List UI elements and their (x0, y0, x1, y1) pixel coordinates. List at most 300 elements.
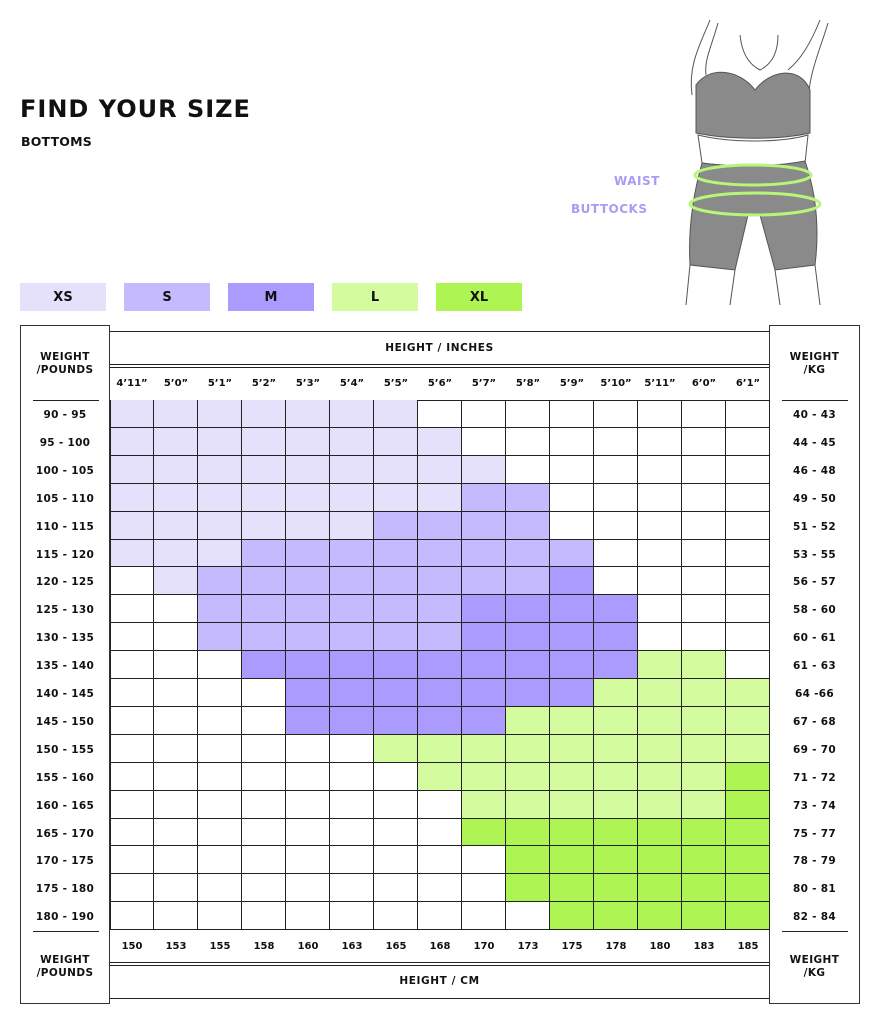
size-cell (154, 567, 198, 595)
height-cm-label: 178 (605, 941, 627, 952)
height-cm-label: 158 (253, 941, 275, 952)
height-cm-label: 153 (165, 941, 187, 952)
size-cell (726, 846, 770, 874)
weight-kg-label: 75 - 77 (793, 828, 836, 840)
size-cell (418, 567, 462, 595)
size-cell (242, 679, 286, 707)
size-cell (462, 484, 506, 512)
size-cell (506, 846, 550, 874)
size-cell (550, 846, 594, 874)
size-cell (242, 484, 286, 512)
size-cell (506, 623, 550, 651)
size-cell (550, 791, 594, 819)
height-cm-label: 170 (473, 941, 495, 952)
size-cell (242, 512, 286, 540)
size-cell (550, 707, 594, 735)
size-cell (638, 567, 682, 595)
top-band-line-1 (110, 331, 769, 332)
size-cell (330, 567, 374, 595)
size-cell (506, 707, 550, 735)
size-cell (330, 428, 374, 456)
size-cell (286, 874, 330, 902)
size-cell (506, 567, 550, 595)
size-cell (374, 512, 418, 540)
size-cell (462, 428, 506, 456)
size-cell (242, 819, 286, 846)
size-cell (682, 428, 726, 456)
legend-l (332, 283, 418, 311)
weight-kg-label: 44 - 45 (793, 437, 836, 449)
size-cell (638, 763, 682, 791)
size-cell (286, 735, 330, 763)
size-cell (506, 540, 550, 567)
size-cell (242, 428, 286, 456)
size-cell (154, 428, 198, 456)
size-cell (198, 679, 242, 707)
size-cell (638, 428, 682, 456)
size-cell (462, 819, 506, 846)
size-cell (242, 763, 286, 791)
height-inch-label: 5’6” (427, 378, 453, 389)
size-cell (594, 707, 638, 735)
size-cell (374, 679, 418, 707)
size-cell (110, 763, 154, 791)
size-cell (242, 707, 286, 735)
size-cell (682, 456, 726, 484)
size-cell (594, 400, 638, 428)
size-cell (418, 456, 462, 484)
size-cell (638, 707, 682, 735)
size-cell (242, 651, 286, 679)
size-cell (154, 540, 198, 567)
size-cell (682, 735, 726, 763)
height-inch-label: 5’1” (207, 378, 233, 389)
legend-m-label: M (264, 289, 278, 305)
size-cell (286, 400, 330, 428)
size-cell (286, 651, 330, 679)
size-cell (418, 595, 462, 623)
bottom-band-line-2 (110, 965, 769, 966)
size-cell (330, 456, 374, 484)
size-cell (286, 595, 330, 623)
size-cell (110, 595, 154, 623)
size-cell (506, 791, 550, 819)
height-inch-label: 6’1” (735, 378, 761, 389)
weight-lb-label: 155 - 160 (35, 772, 95, 784)
size-cell (418, 679, 462, 707)
size-cell (110, 428, 154, 456)
size-cell (594, 623, 638, 651)
size-cell (550, 735, 594, 763)
size-cell (110, 735, 154, 763)
size-cell (110, 540, 154, 567)
size-cell (726, 679, 770, 707)
left-weight-panel (20, 325, 110, 1004)
size-cell (330, 679, 374, 707)
size-cell (374, 623, 418, 651)
size-cell (374, 819, 418, 846)
size-cell (550, 567, 594, 595)
size-cell (374, 707, 418, 735)
right-panel-bottom-header (770, 954, 859, 980)
size-cell (330, 819, 374, 846)
size-cell (726, 735, 770, 763)
top-band-line-3 (110, 367, 769, 368)
size-cell (594, 846, 638, 874)
size-cell (682, 763, 726, 791)
size-cell (374, 400, 418, 428)
size-cell (374, 428, 418, 456)
size-cell (286, 707, 330, 735)
size-cell (198, 512, 242, 540)
size-cell (726, 623, 770, 651)
size-cell (330, 735, 374, 763)
size-cell (154, 902, 198, 930)
size-cell (682, 651, 726, 679)
weight-lb-label: 165 - 170 (35, 828, 95, 840)
weight-lb-label: 160 - 165 (35, 800, 95, 812)
weight-lb-label: 135 - 140 (35, 660, 95, 672)
size-cell (638, 484, 682, 512)
left-panel-bottom-header (21, 954, 109, 980)
size-cell (286, 484, 330, 512)
size-cell (682, 540, 726, 567)
size-cell (286, 456, 330, 484)
size-cell (198, 456, 242, 484)
size-cell (594, 819, 638, 846)
size-cell (462, 902, 506, 930)
weight-kg-label: 73 - 74 (793, 800, 836, 812)
size-cell (330, 902, 374, 930)
size-cell (462, 400, 506, 428)
size-cell (330, 540, 374, 567)
right-bottom-header-text: WEIGHT /KG (789, 954, 840, 979)
size-cell (418, 400, 462, 428)
weight-lb-label: 150 - 155 (35, 744, 95, 756)
height-cm-label: 155 (209, 941, 231, 952)
size-cell (682, 846, 726, 874)
size-cell (638, 791, 682, 819)
size-cell (418, 707, 462, 735)
weight-kg-label: 69 - 70 (793, 744, 836, 756)
weight-lb-label: 140 - 145 (35, 688, 95, 700)
weight-lb-label: 105 - 110 (35, 493, 95, 505)
height-inch-label: 5’8” (515, 378, 541, 389)
size-cell (550, 679, 594, 707)
size-cell (418, 846, 462, 874)
size-cell (638, 819, 682, 846)
size-cell (506, 763, 550, 791)
size-cell (682, 623, 726, 651)
size-cell (594, 679, 638, 707)
size-cell (638, 400, 682, 428)
size-cell (726, 567, 770, 595)
height-inch-label: 5’2” (251, 378, 277, 389)
height-inch-label: 5’7” (471, 378, 497, 389)
legend-m (228, 283, 314, 311)
size-cell (242, 567, 286, 595)
size-cell (638, 456, 682, 484)
size-cell (682, 791, 726, 819)
size-cell (462, 707, 506, 735)
size-cell (154, 400, 198, 428)
size-cell (638, 595, 682, 623)
size-cell (550, 819, 594, 846)
size-cell (418, 512, 462, 540)
size-cell (506, 400, 550, 428)
left-bottom-header-text: WEIGHT /POUNDS (36, 954, 94, 979)
size-cell (286, 846, 330, 874)
weight-lb-label: 95 - 100 (39, 437, 91, 449)
size-cell (550, 456, 594, 484)
size-cell (594, 540, 638, 567)
size-cell (550, 763, 594, 791)
size-cell (682, 595, 726, 623)
size-cell (594, 791, 638, 819)
size-cell (110, 846, 154, 874)
size-cell (198, 651, 242, 679)
height-inch-label: 5’10” (600, 378, 632, 389)
height-cm-label: 160 (297, 941, 319, 952)
size-cell (286, 428, 330, 456)
size-cell (594, 484, 638, 512)
right-panel-top-header (770, 351, 859, 377)
size-cell (418, 874, 462, 902)
size-cell (110, 456, 154, 484)
size-cell (726, 428, 770, 456)
size-cell (198, 428, 242, 456)
legend-s-label: S (162, 289, 172, 305)
height-inch-label: 5’5” (383, 378, 409, 389)
size-cell (330, 400, 374, 428)
size-cell (506, 595, 550, 623)
size-cell (550, 512, 594, 540)
size-cell (286, 902, 330, 930)
size-cell (550, 623, 594, 651)
size-cell (594, 512, 638, 540)
weight-kg-label: 40 - 43 (793, 409, 836, 421)
size-cell (462, 846, 506, 874)
size-cell (682, 512, 726, 540)
size-cell (594, 456, 638, 484)
size-cell (110, 874, 154, 902)
right-divider-bottom (782, 931, 848, 932)
size-cell (594, 874, 638, 902)
page-subtitle: BOTTOMS (21, 134, 92, 149)
size-cell (242, 791, 286, 819)
size-cell (594, 595, 638, 623)
size-cell (726, 874, 770, 902)
bottom-band-line-1 (110, 962, 769, 963)
size-cell (330, 651, 374, 679)
size-cell (726, 456, 770, 484)
weight-kg-label: 61 - 63 (793, 660, 836, 672)
left-top-header-text: WEIGHT /POUNDS (36, 351, 94, 376)
size-cell (154, 456, 198, 484)
size-cell (286, 623, 330, 651)
size-cell (418, 735, 462, 763)
size-cell (374, 735, 418, 763)
size-cell (374, 595, 418, 623)
weight-kg-label: 49 - 50 (793, 493, 836, 505)
size-cell (638, 512, 682, 540)
left-divider-bottom (33, 931, 99, 932)
size-cell (198, 400, 242, 428)
size-cell (726, 819, 770, 846)
weight-kg-label: 60 - 61 (793, 632, 836, 644)
size-cell (330, 484, 374, 512)
size-cell (154, 484, 198, 512)
size-cell (198, 623, 242, 651)
size-cell (462, 456, 506, 484)
size-cell (462, 567, 506, 595)
size-cell (242, 595, 286, 623)
size-cell (682, 819, 726, 846)
size-cell (242, 456, 286, 484)
height-cm-label: 173 (517, 941, 539, 952)
size-cell (550, 484, 594, 512)
size-cell (374, 484, 418, 512)
weight-lb-label: 180 - 190 (35, 911, 95, 923)
size-cell (242, 735, 286, 763)
size-cell (462, 735, 506, 763)
size-cell (198, 763, 242, 791)
size-cell (330, 791, 374, 819)
size-cell (374, 456, 418, 484)
height-inch-label: 5’4” (339, 378, 365, 389)
size-cell (286, 763, 330, 791)
size-cell (418, 651, 462, 679)
size-cell (198, 484, 242, 512)
size-cell (594, 651, 638, 679)
height-inches-header: HEIGHT / INCHES (385, 342, 494, 354)
size-cell (242, 400, 286, 428)
size-cell (286, 540, 330, 567)
size-cell (330, 623, 374, 651)
size-cell (198, 874, 242, 902)
weight-kg-label: 56 - 57 (793, 576, 836, 588)
size-cell (154, 651, 198, 679)
size-cell (506, 512, 550, 540)
height-cm-label: 168 (429, 941, 451, 952)
size-cell (726, 400, 770, 428)
weight-kg-label: 46 - 48 (793, 465, 836, 477)
weight-kg-label: 71 - 72 (793, 772, 836, 784)
legend-xl-label: XL (469, 289, 489, 305)
size-cell (726, 791, 770, 819)
size-cell (682, 707, 726, 735)
legend-xs (20, 283, 106, 311)
size-cell (506, 484, 550, 512)
size-cell (638, 540, 682, 567)
size-cell (374, 902, 418, 930)
size-cell (418, 763, 462, 791)
size-cell (330, 874, 374, 902)
size-cell (198, 819, 242, 846)
size-cell (550, 595, 594, 623)
size-cell (418, 428, 462, 456)
size-cell (462, 540, 506, 567)
height-inch-label: 5’3” (295, 378, 321, 389)
size-cell (242, 540, 286, 567)
weight-kg-label: 53 - 55 (793, 549, 836, 561)
weight-lb-label: 175 - 180 (35, 883, 95, 895)
size-cell (242, 874, 286, 902)
page-title: FIND YOUR SIZE (20, 95, 251, 123)
size-cell (462, 874, 506, 902)
size-cell (506, 679, 550, 707)
weight-lb-label: 110 - 115 (35, 521, 95, 533)
size-cell (154, 707, 198, 735)
size-cell (462, 791, 506, 819)
size-cell (462, 512, 506, 540)
legend-xl (436, 283, 522, 311)
size-cell (682, 567, 726, 595)
size-cell (638, 902, 682, 930)
size-cell (726, 512, 770, 540)
size-cell (286, 567, 330, 595)
height-inch-label: 5’0” (163, 378, 189, 389)
size-cell (418, 902, 462, 930)
weight-lb-label: 145 - 150 (35, 716, 95, 728)
size-cell (286, 512, 330, 540)
size-cell (374, 567, 418, 595)
height-inch-label: 6’0” (691, 378, 717, 389)
size-cell (550, 428, 594, 456)
size-cell (638, 874, 682, 902)
size-cell (506, 735, 550, 763)
height-cm-label: 180 (649, 941, 671, 952)
size-cell (726, 484, 770, 512)
waist-label: WAIST (614, 174, 660, 188)
size-cell (110, 567, 154, 595)
height-cm-header: HEIGHT / CM (399, 975, 480, 987)
top-band-line-2 (110, 364, 769, 365)
size-cell (374, 651, 418, 679)
height-inch-label: 5’9” (559, 378, 585, 389)
height-inch-label: 5’11” (644, 378, 676, 389)
size-cell (594, 567, 638, 595)
size-cell (110, 400, 154, 428)
size-cell (110, 512, 154, 540)
size-cell (726, 902, 770, 930)
height-cm-label: 175 (561, 941, 583, 952)
size-cell (330, 707, 374, 735)
size-cell (550, 902, 594, 930)
size-cell (198, 735, 242, 763)
size-cell (110, 791, 154, 819)
size-cell (330, 763, 374, 791)
size-cell (550, 874, 594, 902)
weight-kg-label: 67 - 68 (793, 716, 836, 728)
size-cell (550, 651, 594, 679)
size-cell (154, 735, 198, 763)
weight-lb-label: 120 - 125 (35, 576, 95, 588)
size-cell (374, 791, 418, 819)
size-cell (418, 623, 462, 651)
size-cell (506, 428, 550, 456)
weight-lb-label: 90 - 95 (43, 409, 87, 421)
size-cell (110, 707, 154, 735)
weight-lb-label: 170 - 175 (35, 855, 95, 867)
size-cell (242, 623, 286, 651)
size-cell (198, 540, 242, 567)
weight-kg-label: 82 - 84 (793, 911, 836, 923)
weight-lb-label: 125 - 130 (35, 604, 95, 616)
weight-kg-label: 80 - 81 (793, 883, 836, 895)
size-cell (330, 512, 374, 540)
weight-lb-label: 130 - 135 (35, 632, 95, 644)
